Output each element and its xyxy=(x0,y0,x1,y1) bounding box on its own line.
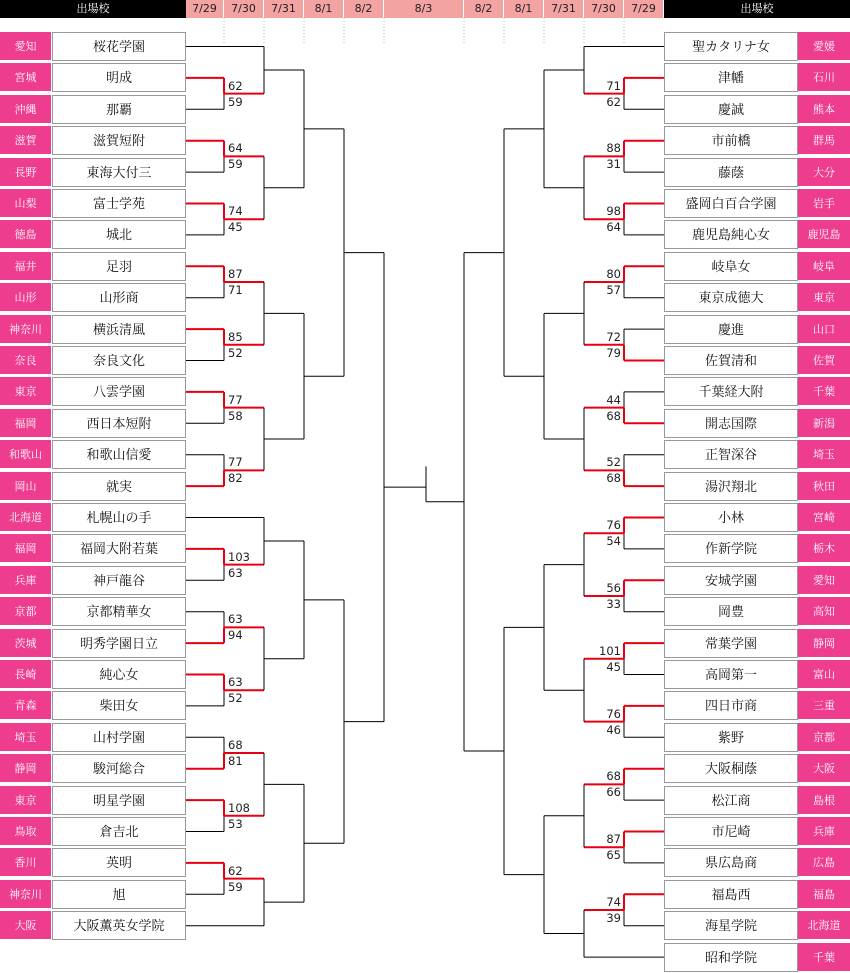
team-name: 湯沢翔北 xyxy=(664,472,798,501)
score-label: 64 xyxy=(606,220,621,235)
team-name: 県広島商 xyxy=(664,848,798,877)
prefecture-label: 兵庫 xyxy=(798,817,850,846)
team-name: 倉吉北 xyxy=(52,817,186,846)
prefecture-label: 富山 xyxy=(798,660,850,689)
prefecture-label: 岡山 xyxy=(0,472,51,501)
score-label: 58 xyxy=(228,408,243,423)
score-label: 62 xyxy=(228,78,243,93)
prefecture-label: 北海道 xyxy=(0,503,51,532)
score-label: 52 xyxy=(228,691,243,706)
team-name: 足羽 xyxy=(52,252,186,281)
team-name: 横浜清風 xyxy=(52,315,186,344)
team-name: 八雲学園 xyxy=(52,377,186,406)
score-label: 82 xyxy=(228,471,243,486)
prefecture-label: 岩手 xyxy=(798,189,850,218)
team-name: 福岡大附若葉 xyxy=(52,534,186,563)
team-name: 旭 xyxy=(52,880,186,909)
prefecture-label: 熊本 xyxy=(798,95,850,124)
team-name: 海星学院 xyxy=(664,911,798,940)
date-label: 8/1 xyxy=(504,0,543,18)
prefecture-label: 大阪 xyxy=(798,754,850,783)
score-label: 94 xyxy=(228,628,243,643)
date-label: 7/29 xyxy=(186,0,223,18)
prefecture-label: 千葉 xyxy=(798,377,850,406)
date-label: 7/30 xyxy=(584,0,623,18)
team-name: 奈良文化 xyxy=(52,346,186,375)
score-label: 74 xyxy=(606,895,621,909)
team-name: 京都精華女 xyxy=(52,597,186,626)
score-label: 59 xyxy=(228,157,243,172)
team-name: 城北 xyxy=(52,220,186,249)
team-name: 明星学園 xyxy=(52,786,186,815)
score-label: 62 xyxy=(606,94,621,109)
score-label: 101 xyxy=(599,643,621,658)
prefecture-label: 埼玉 xyxy=(0,723,51,752)
team-name: 市前橋 xyxy=(664,126,798,155)
score-label: 74 xyxy=(228,204,243,219)
team-name: 東海大付三 xyxy=(52,158,186,187)
team-name: 山形商 xyxy=(52,283,186,312)
date-label: 8/2 xyxy=(344,0,383,18)
score-label: 80 xyxy=(606,267,621,281)
date-label: 8/3 xyxy=(384,0,463,18)
prefecture-label: 宮崎 xyxy=(798,503,850,532)
prefecture-label: 愛媛 xyxy=(798,32,850,61)
prefecture-label: 山梨 xyxy=(0,189,51,218)
team-name: 昭和学院 xyxy=(664,943,798,972)
team-name: 藤蔭 xyxy=(664,158,798,187)
prefecture-label: 長崎 xyxy=(0,660,51,689)
score-label: 31 xyxy=(606,157,621,172)
team-name: 鹿児島純心女 xyxy=(664,220,798,249)
score-label: 68 xyxy=(606,769,621,784)
prefecture-label: 愛知 xyxy=(798,566,850,595)
team-name: 英明 xyxy=(52,848,186,877)
score-label: 64 xyxy=(228,141,243,156)
team-name: 正智深谷 xyxy=(664,440,798,469)
team-name: 西日本短附 xyxy=(52,409,186,438)
prefecture-label: 大分 xyxy=(798,158,850,187)
team-name: 津幡 xyxy=(664,63,798,92)
prefecture-label: 高知 xyxy=(798,597,850,626)
team-name: 松江商 xyxy=(664,786,798,815)
prefecture-label: 三重 xyxy=(798,691,850,720)
team-name: 駿河総合 xyxy=(52,754,186,783)
score-label: 46 xyxy=(606,722,621,737)
team-name: 東京成徳大 xyxy=(664,283,798,312)
prefecture-label: 青森 xyxy=(0,691,51,720)
score-label: 44 xyxy=(606,392,621,407)
score-label: 87 xyxy=(606,832,621,847)
date-label: 8/1 xyxy=(304,0,343,18)
prefecture-label: 静岡 xyxy=(798,629,850,658)
team-name: 那覇 xyxy=(52,95,186,124)
score-label: 56 xyxy=(606,581,621,595)
date-label: 7/29 xyxy=(624,0,663,18)
score-label: 79 xyxy=(606,345,621,360)
team-name: 安城学園 xyxy=(664,566,798,595)
score-label: 71 xyxy=(606,78,621,93)
prefecture-label: 徳島 xyxy=(0,220,51,249)
prefecture-label: 石川 xyxy=(798,63,850,92)
prefecture-label: 島根 xyxy=(798,786,850,815)
prefecture-label: 福島 xyxy=(798,880,850,909)
prefecture-label: 東京 xyxy=(0,377,51,406)
score-label: 76 xyxy=(606,518,621,533)
score-label: 63 xyxy=(228,675,243,690)
prefecture-label: 福岡 xyxy=(0,409,51,438)
date-label: 7/31 xyxy=(264,0,303,18)
score-label: 98 xyxy=(606,204,621,219)
prefecture-label: 和歌山 xyxy=(0,440,51,469)
prefecture-label: 鹿児島 xyxy=(798,220,850,249)
team-name: 純心女 xyxy=(52,660,186,689)
prefecture-label: 鳥取 xyxy=(0,817,51,846)
prefecture-label: 静岡 xyxy=(0,754,51,783)
prefecture-label: 佐賀 xyxy=(798,346,850,375)
score-label: 66 xyxy=(606,785,621,800)
team-name: 富士学苑 xyxy=(52,189,186,218)
team-name: 高岡第一 xyxy=(664,660,798,689)
date-label: 8/2 xyxy=(464,0,503,18)
prefecture-label: 沖縄 xyxy=(0,95,51,124)
prefecture-label: 秋田 xyxy=(798,472,850,501)
prefecture-label: 神奈川 xyxy=(0,315,51,344)
prefecture-label: 宮城 xyxy=(0,63,51,92)
prefecture-label: 愛知 xyxy=(0,32,51,61)
score-label: 63 xyxy=(228,612,243,627)
score-label: 88 xyxy=(606,141,621,156)
team-name: 佐賀清和 xyxy=(664,346,798,375)
team-name: 千葉経大附 xyxy=(664,377,798,406)
score-label: 57 xyxy=(606,283,621,297)
team-name: 山村学園 xyxy=(52,723,186,752)
score-label: 45 xyxy=(606,659,621,674)
team-name: 明秀学園日立 xyxy=(52,629,186,658)
prefecture-label: 京都 xyxy=(798,723,850,752)
score-label: 76 xyxy=(606,706,621,721)
score-label: 81 xyxy=(228,754,243,768)
team-name: 岐阜女 xyxy=(664,252,798,281)
score-label: 108 xyxy=(228,800,250,815)
prefecture-label: 京都 xyxy=(0,597,51,626)
team-name: 四日市商 xyxy=(664,691,798,720)
score-label: 68 xyxy=(606,471,621,486)
team-name: 小林 xyxy=(664,503,798,532)
score-label: 59 xyxy=(228,879,243,894)
prefecture-label: 東京 xyxy=(0,786,51,815)
team-name: 桜花学園 xyxy=(52,32,186,61)
team-name: 盛岡白百合学園 xyxy=(664,189,798,218)
prefecture-label: 滋賀 xyxy=(0,126,51,155)
date-label: 7/30 xyxy=(224,0,263,18)
score-label: 68 xyxy=(228,738,243,752)
prefecture-label: 北海道 xyxy=(798,911,850,940)
team-name: 和歌山信愛 xyxy=(52,440,186,469)
team-name: 市尼崎 xyxy=(664,817,798,846)
prefecture-label: 山口 xyxy=(798,315,850,344)
score-label: 87 xyxy=(228,267,243,281)
prefecture-label: 福井 xyxy=(0,252,51,281)
team-name: 作新学院 xyxy=(664,534,798,563)
prefecture-label: 兵庫 xyxy=(0,566,51,595)
team-name: 滋賀短附 xyxy=(52,126,186,155)
score-label: 68 xyxy=(606,408,621,423)
prefecture-label: 東京 xyxy=(798,283,850,312)
score-label: 52 xyxy=(228,345,243,360)
prefecture-label: 福岡 xyxy=(0,534,51,563)
score-label: 39 xyxy=(606,911,621,925)
team-name: 神戸龍谷 xyxy=(52,566,186,595)
prefecture-label: 茨城 xyxy=(0,629,51,658)
date-label: 7/31 xyxy=(544,0,583,18)
team-name: 開志国際 xyxy=(664,409,798,438)
score-label: 53 xyxy=(228,816,243,831)
score-label: 63 xyxy=(228,565,243,580)
score-label: 85 xyxy=(228,329,243,344)
team-name: 就実 xyxy=(52,472,186,501)
team-name: 柴田女 xyxy=(52,691,186,720)
prefecture-label: 千葉 xyxy=(798,943,850,972)
score-label: 59 xyxy=(228,94,243,109)
prefecture-label: 埼玉 xyxy=(798,440,850,469)
score-label: 33 xyxy=(606,597,621,611)
score-label: 71 xyxy=(228,283,243,297)
score-label: 54 xyxy=(606,534,621,549)
score-label: 52 xyxy=(606,455,621,470)
team-name: 慶誠 xyxy=(664,95,798,124)
prefecture-label: 広島 xyxy=(798,848,850,877)
score-label: 77 xyxy=(228,455,243,470)
team-name: 聖カタリナ女 xyxy=(664,32,798,61)
team-name: 岡豊 xyxy=(664,597,798,626)
team-name: 慶進 xyxy=(664,315,798,344)
prefecture-label: 栃木 xyxy=(798,534,850,563)
prefecture-label: 長野 xyxy=(0,158,51,187)
team-name: 大阪薫英女学院 xyxy=(52,911,186,940)
prefecture-label: 新潟 xyxy=(798,409,850,438)
team-name: 常葉学園 xyxy=(664,629,798,658)
prefecture-label: 山形 xyxy=(0,283,51,312)
team-name: 札幌山の手 xyxy=(52,503,186,532)
prefecture-label: 香川 xyxy=(0,848,51,877)
score-label: 103 xyxy=(228,549,250,564)
team-name: 福島西 xyxy=(664,880,798,909)
prefecture-label: 大阪 xyxy=(0,911,51,940)
prefecture-label: 神奈川 xyxy=(0,880,51,909)
prefecture-label: 奈良 xyxy=(0,346,51,375)
left-header: 出場校 xyxy=(0,0,186,18)
prefecture-label: 群馬 xyxy=(798,126,850,155)
team-name: 大阪桐蔭 xyxy=(664,754,798,783)
score-label: 65 xyxy=(606,848,621,863)
score-label: 62 xyxy=(228,863,243,878)
prefecture-label: 岐阜 xyxy=(798,252,850,281)
score-label: 72 xyxy=(606,329,621,344)
team-name: 明成 xyxy=(52,63,186,92)
team-name: 紫野 xyxy=(664,723,798,752)
score-label: 77 xyxy=(228,392,243,407)
score-label: 45 xyxy=(228,220,243,235)
right-header: 出場校 xyxy=(664,0,850,18)
